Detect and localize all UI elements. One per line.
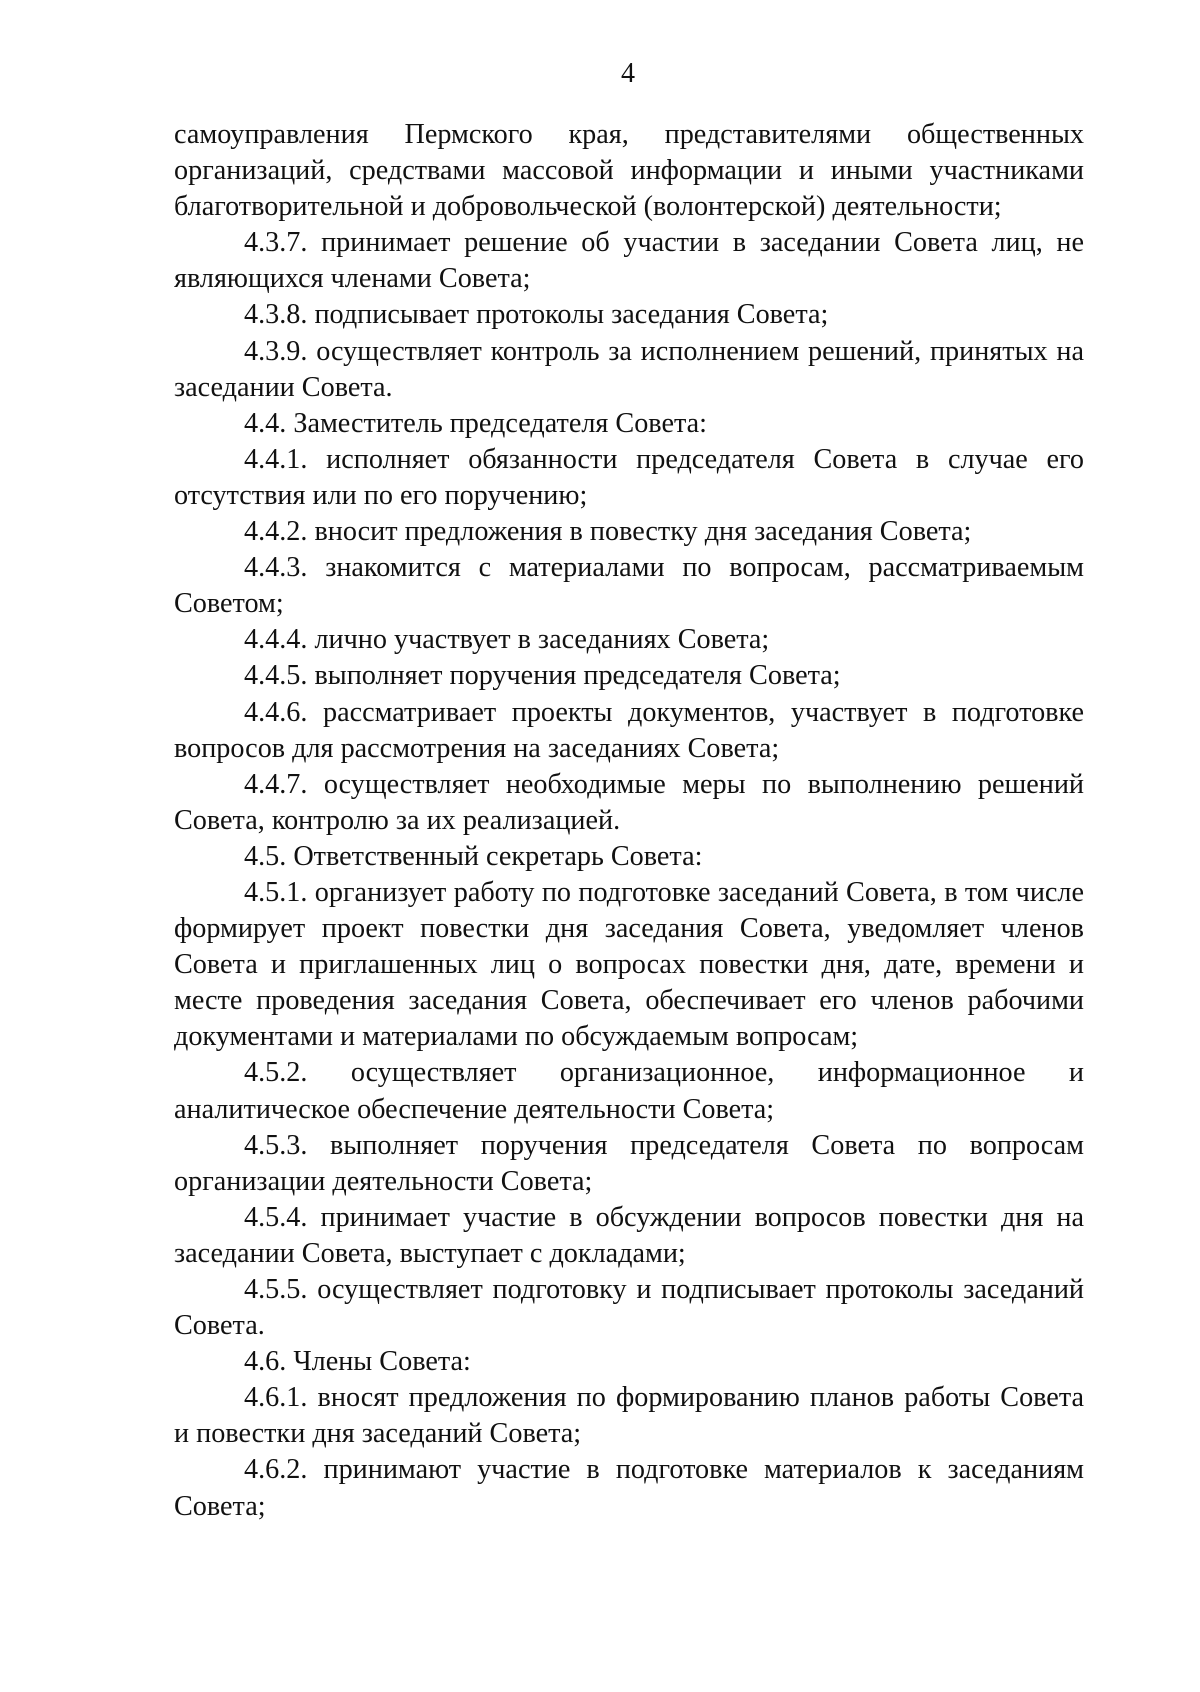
paragraph: 4.5.3. выполняет поручения председателя Совета по вопросам организации деятельности Совета; xyxy=(174,1129,1084,1197)
paragraph: 4.3.8. подписывает протоколы заседания Совета; xyxy=(244,299,829,331)
paragraph: 4.6.1. вносят предложения по формированию планов работы Совета и повестки дня заседаний Совета; xyxy=(174,1382,1084,1450)
paragraph: 4.4.3. знакомится с материалами по вопросам, рассматриваемым Советом; xyxy=(174,552,1084,620)
document-body xyxy=(174,117,1084,1525)
paragraph: 4.4.7. осуществляет необходимые меры по выполнению решений Совета, контролю за их реализацией. xyxy=(174,768,1084,836)
paragraph: 4.4.4. лично участвует в заседаниях Совета; xyxy=(244,624,770,656)
paragraph: самоуправления Пермского края, представителями общественных организаций, средствами массовой информации и иными участниками благотворительной и добровольческой (волонтерской) деятельности; xyxy=(174,119,1084,223)
section-heading: 4.6. Члены Совета: xyxy=(244,1346,471,1378)
section-heading: 4.5. Ответственный секретарь Совета: xyxy=(244,840,703,872)
paragraph: 4.4.1. исполняет обязанности председателя Совета в случае его отсутствия или по его поручению; xyxy=(174,443,1084,511)
section-heading: 4.4. Заместитель председателя Совета: xyxy=(244,407,707,439)
paragraph: 4.6.2. принимают участие в подготовке материалов к заседаниям Совета; xyxy=(174,1454,1084,1522)
paragraph: 4.4.6. рассматривает проекты документов, участвует в подготовке вопросов для рассмотрения на заседаниях Совета; xyxy=(174,696,1084,764)
paragraph: 4.3.7. принимает решение об участии в заседании Совета лиц, не являющихся членами Совета; xyxy=(174,227,1084,295)
paragraph: 4.3.9. осуществляет контроль за исполнением решений, принятых на заседании Совета. xyxy=(174,335,1084,403)
paragraph: 4.5.5. осуществляет подготовку и подписывает протоколы заседаний Совета. xyxy=(174,1274,1084,1342)
page-number: 4 xyxy=(621,58,635,89)
paragraph: 4.5.4. принимает участие в обсуждении вопросов повестки дня на заседании Совета, выступает с докладами; xyxy=(174,1201,1084,1269)
paragraph: 4.4.5. выполняет поручения председателя Совета; xyxy=(244,660,841,692)
paragraph: 4.5.2. осуществляет организационное, информационное и аналитическое обеспечение деятельности Совета; xyxy=(174,1057,1084,1125)
paragraph: 4.5.1. организует работу по подготовке заседаний Совета, в том числе формирует проект повестки дня заседания Совета, уведомляет членов Совета и приглашенных лиц о вопросах повестки дня, дате, времени и месте проведения заседания Совета, обеспечивает его членов рабочими документами и материалами по обсуждаемым вопросам; xyxy=(174,876,1084,1053)
paragraph: 4.4.2. вносит предложения в повестку дня заседания Совета; xyxy=(244,516,972,548)
